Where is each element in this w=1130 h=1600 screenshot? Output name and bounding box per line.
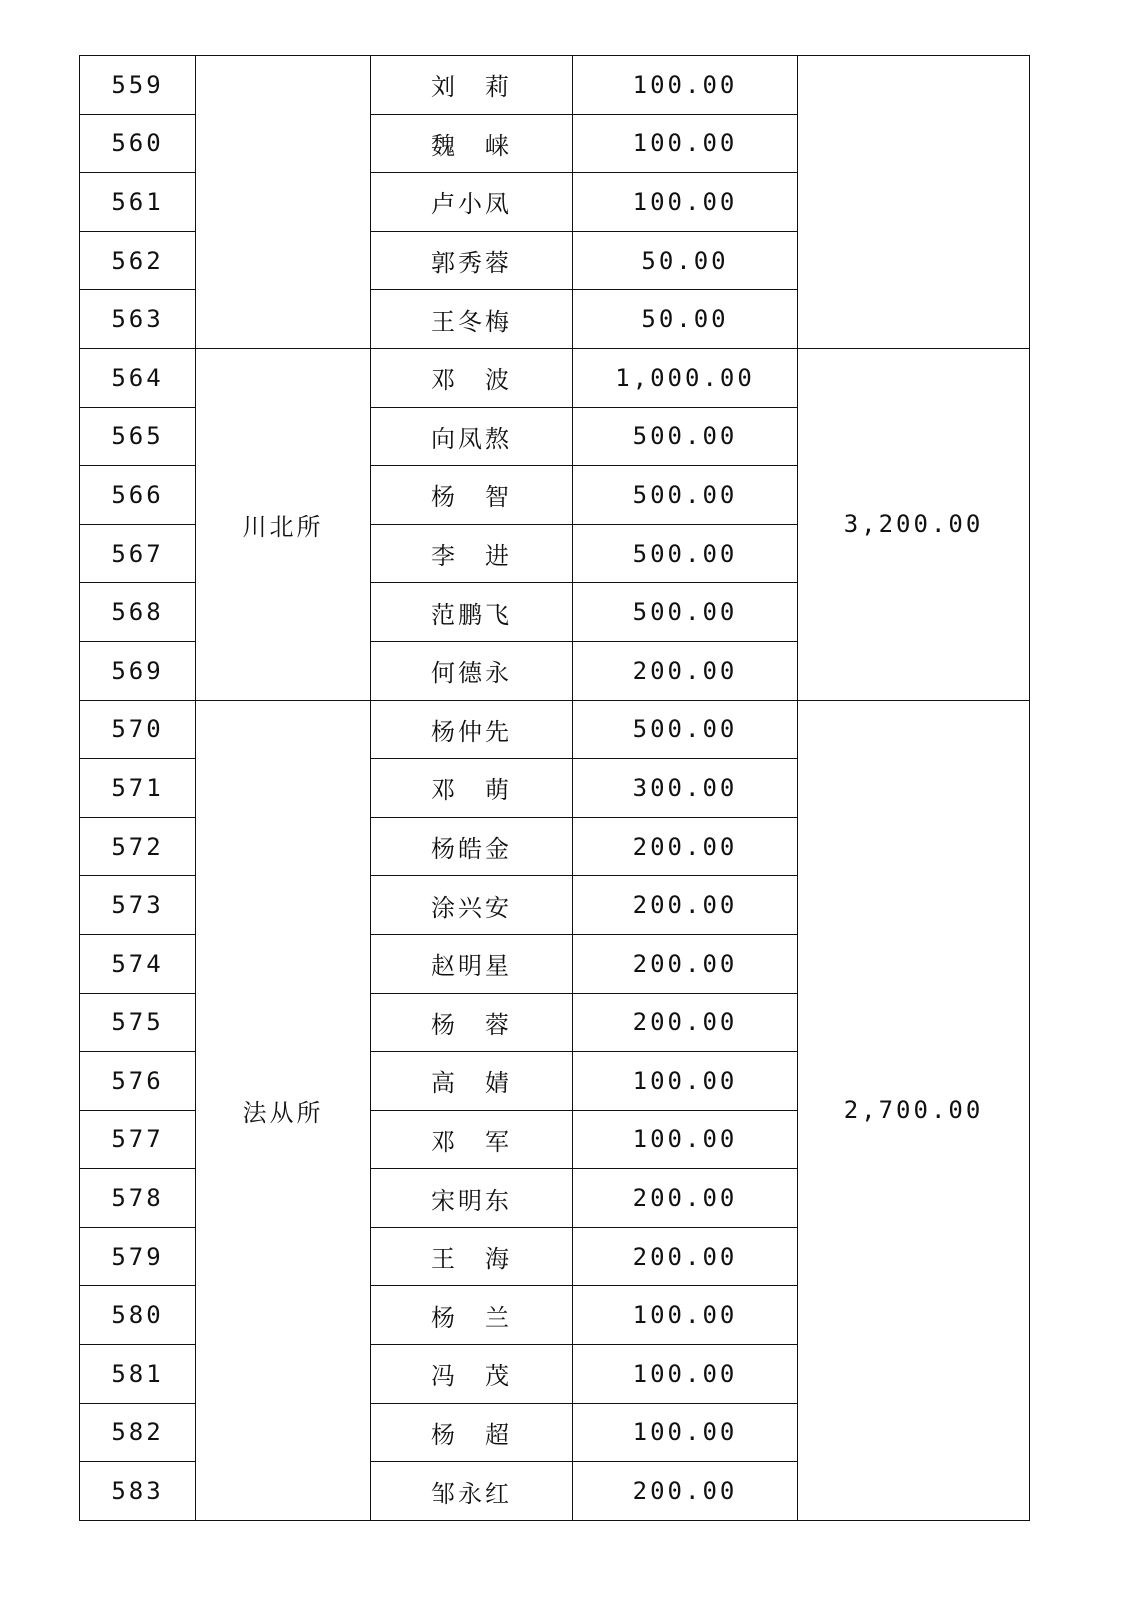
row-number: 573 <box>80 876 196 935</box>
row-number: 570 <box>80 700 196 759</box>
person-name: 杨 兰 <box>371 1286 573 1345</box>
amount: 100.00 <box>573 1286 798 1345</box>
amount: 500.00 <box>573 407 798 466</box>
person-name: 赵明星 <box>371 934 573 993</box>
amount: 200.00 <box>573 1227 798 1286</box>
row-number: 576 <box>80 1052 196 1111</box>
person-name: 魏 崃 <box>371 114 573 173</box>
unit-total: 2,700.00 <box>798 700 1030 1520</box>
person-name: 杨 超 <box>371 1403 573 1462</box>
person-name: 向凤熬 <box>371 407 573 466</box>
person-name: 冯 茂 <box>371 1345 573 1404</box>
amount: 100.00 <box>573 1052 798 1111</box>
amount: 500.00 <box>573 524 798 583</box>
person-name: 卢小凤 <box>371 173 573 232</box>
row-number: 568 <box>80 583 196 642</box>
row-number: 562 <box>80 231 196 290</box>
amount: 100.00 <box>573 114 798 173</box>
table-row <box>80 56 1030 115</box>
amount: 200.00 <box>573 993 798 1052</box>
unit-cell <box>196 56 371 349</box>
row-number: 577 <box>80 1110 196 1169</box>
amount: 200.00 <box>573 1462 798 1521</box>
amount: 50.00 <box>573 231 798 290</box>
donation-table <box>79 55 1030 1521</box>
amount: 100.00 <box>573 1110 798 1169</box>
amount: 50.00 <box>573 290 798 349</box>
unit-cell: 川北所 <box>196 348 371 700</box>
row-number: 565 <box>80 407 196 466</box>
person-name: 王冬梅 <box>371 290 573 349</box>
amount: 300.00 <box>573 759 798 818</box>
amount: 100.00 <box>573 56 798 115</box>
person-name: 杨 智 <box>371 466 573 525</box>
amount: 500.00 <box>573 583 798 642</box>
person-name: 何德永 <box>371 641 573 700</box>
person-name: 涂兴安 <box>371 876 573 935</box>
row-number: 567 <box>80 524 196 583</box>
person-name: 王 海 <box>371 1227 573 1286</box>
row-number: 572 <box>80 817 196 876</box>
amount: 200.00 <box>573 641 798 700</box>
amount: 100.00 <box>573 1345 798 1404</box>
amount: 100.00 <box>573 1403 798 1462</box>
person-name: 高 婧 <box>371 1052 573 1111</box>
person-name: 范鹏飞 <box>371 583 573 642</box>
unit-total: 3,200.00 <box>798 348 1030 700</box>
row-number: 583 <box>80 1462 196 1521</box>
unit-cell: 法从所 <box>196 700 371 1520</box>
amount: 200.00 <box>573 1169 798 1228</box>
person-name: 宋明东 <box>371 1169 573 1228</box>
row-number: 569 <box>80 641 196 700</box>
table-body <box>80 56 1030 1521</box>
amount: 200.00 <box>573 876 798 935</box>
row-number: 560 <box>80 114 196 173</box>
row-number: 578 <box>80 1169 196 1228</box>
person-name: 邓 波 <box>371 348 573 407</box>
row-number: 580 <box>80 1286 196 1345</box>
row-number: 561 <box>80 173 196 232</box>
table-row <box>80 348 1030 407</box>
person-name: 邓 萌 <box>371 759 573 818</box>
row-number: 559 <box>80 56 196 115</box>
row-number: 566 <box>80 466 196 525</box>
row-number: 575 <box>80 993 196 1052</box>
person-name: 邹永红 <box>371 1462 573 1521</box>
row-number: 574 <box>80 934 196 993</box>
amount: 200.00 <box>573 817 798 876</box>
amount: 100.00 <box>573 173 798 232</box>
person-name: 杨 蓉 <box>371 993 573 1052</box>
unit-total <box>798 56 1030 349</box>
amount: 500.00 <box>573 466 798 525</box>
row-number: 582 <box>80 1403 196 1462</box>
person-name: 李 进 <box>371 524 573 583</box>
row-number: 581 <box>80 1345 196 1404</box>
person-name: 杨皓金 <box>371 817 573 876</box>
amount: 200.00 <box>573 934 798 993</box>
amount: 500.00 <box>573 700 798 759</box>
person-name: 刘 莉 <box>371 56 573 115</box>
row-number: 563 <box>80 290 196 349</box>
row-number: 564 <box>80 348 196 407</box>
person-name: 邓 军 <box>371 1110 573 1169</box>
row-number: 571 <box>80 759 196 818</box>
amount: 1,000.00 <box>573 348 798 407</box>
person-name: 郭秀蓉 <box>371 231 573 290</box>
person-name: 杨仲先 <box>371 700 573 759</box>
row-number: 579 <box>80 1227 196 1286</box>
table-row <box>80 700 1030 759</box>
